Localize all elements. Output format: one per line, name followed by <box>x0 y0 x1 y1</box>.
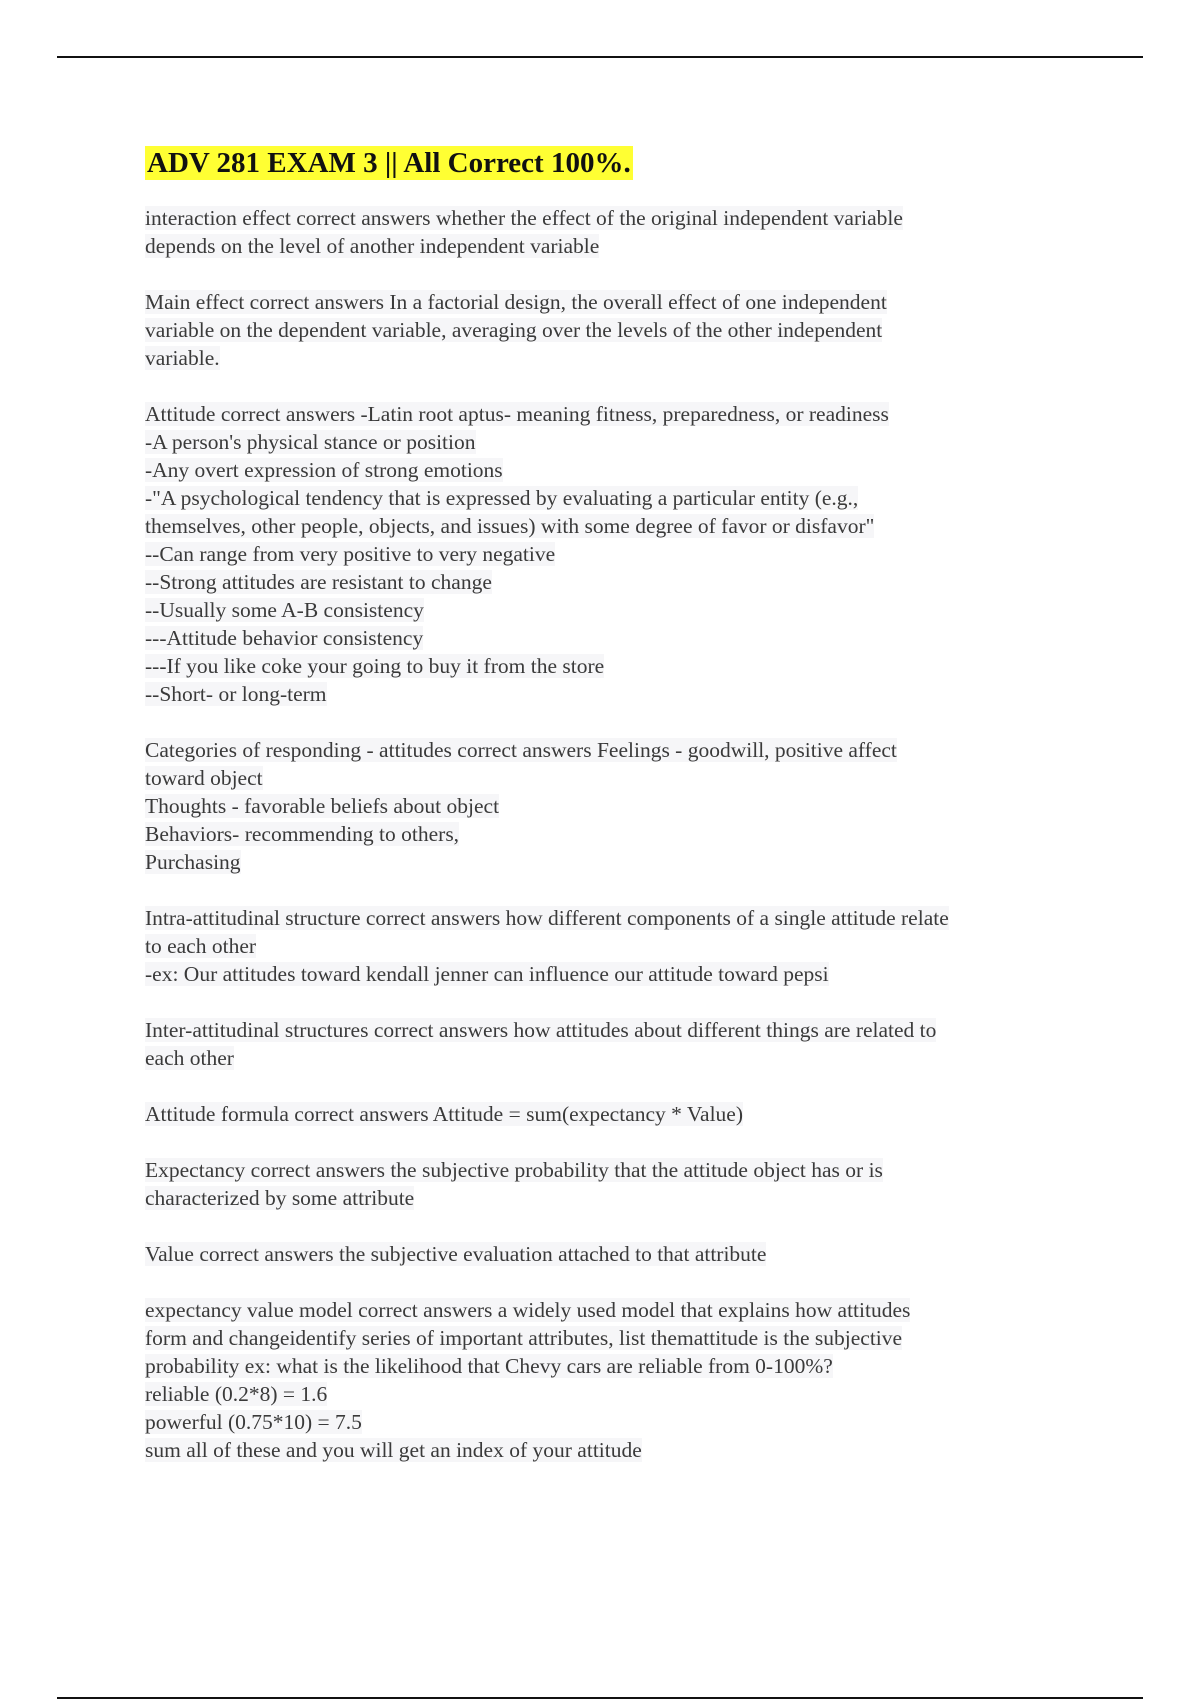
entry-line <box>145 596 1065 624</box>
entry-line <box>145 792 1065 820</box>
qa-entry <box>145 736 1065 876</box>
entry-line-text: ---If you like coke your going to buy it from the store <box>145 654 605 678</box>
qa-entry <box>145 400 1065 708</box>
entry-line <box>145 1016 1065 1044</box>
entry-line <box>145 232 1065 260</box>
entry-line <box>145 484 1065 512</box>
entry-line-text: --Short- or long-term <box>145 682 327 706</box>
entry-line-text: --Can range from very positive to very negative <box>145 542 556 566</box>
entry-line-text: -ex: Our attitudes toward kendall jenner can influence our attitude toward pepsi <box>145 962 829 986</box>
entry-line <box>145 344 1065 372</box>
qa-entry <box>145 1296 1065 1464</box>
entry-line-text: -A person's physical stance or position <box>145 430 476 454</box>
entry-line-text: themselves, other people, objects, and issues) with some degree of favor or disfavor" <box>145 514 875 538</box>
entry-line-text: expectancy value model correct answers a widely used model that explains how attitudes <box>145 1298 911 1322</box>
qa-entry <box>145 288 1065 372</box>
entry-line <box>145 680 1065 708</box>
entry-line <box>145 820 1065 848</box>
qa-entry <box>145 204 1065 260</box>
entry-line-text: Inter-attitudinal structures correct answers how attitudes about different things are related to <box>145 1018 937 1042</box>
document-title: ADV 281 EXAM 3 || All Correct 100%. <box>147 147 631 179</box>
entry-line-text: Intra-attitudinal structure correct answers how different components of a single attitude relate <box>145 906 949 930</box>
entry-line-text: probability ex: what is the likelihood that Chevy cars are reliable from 0-100%? <box>145 1354 833 1378</box>
entry-line <box>145 512 1065 540</box>
entry-line <box>145 400 1065 428</box>
entry-line <box>145 1296 1065 1324</box>
qa-entry <box>145 1016 1065 1072</box>
qa-entry <box>145 1156 1065 1212</box>
entry-line-text: form and changeidentify series of important attributes, list themattitude is the subjective <box>145 1326 903 1350</box>
entry-line <box>145 1184 1065 1212</box>
entry-line-text: interaction effect correct answers whether the effect of the original independent variable <box>145 206 903 230</box>
entry-line-text: variable on the dependent variable, averaging over the levels of the other independent <box>145 318 883 342</box>
entries-list <box>145 204 1065 1464</box>
entry-line <box>145 764 1065 792</box>
entry-line-text: toward object <box>145 766 263 790</box>
entry-line-text: Attitude correct answers -Latin root aptus- meaning fitness, preparedness, or readiness <box>145 402 889 426</box>
entry-line <box>145 1408 1065 1436</box>
bottom-rule <box>57 1697 1143 1699</box>
entry-line-text: variable. <box>145 346 220 370</box>
entry-line-text: reliable (0.2*8) = 1.6 <box>145 1382 328 1406</box>
entry-line-text: -"A psychological tendency that is expressed by evaluating a particular entity (e.g., <box>145 486 859 510</box>
entry-line-text: Purchasing <box>145 850 241 874</box>
entry-line-text: Value correct answers the subjective evaluation attached to that attribute <box>145 1242 767 1266</box>
qa-entry <box>145 1240 1065 1268</box>
entry-line-text: --Usually some A-B consistency <box>145 598 424 622</box>
entry-line <box>145 624 1065 652</box>
entry-line-text: characterized by some attribute <box>145 1186 415 1210</box>
entry-line <box>145 1156 1065 1184</box>
qa-entry <box>145 1100 1065 1128</box>
entry-line <box>145 428 1065 456</box>
document-body <box>145 146 1065 1492</box>
entry-line <box>145 1240 1065 1268</box>
entry-line <box>145 1436 1065 1464</box>
entry-line <box>145 1380 1065 1408</box>
entry-line <box>145 904 1065 932</box>
entry-line-text: sum all of these and you will get an index of your attitude <box>145 1438 642 1462</box>
entry-line <box>145 652 1065 680</box>
entry-line-text: powerful (0.75*10) = 7.5 <box>145 1410 362 1434</box>
entry-line <box>145 568 1065 596</box>
entry-line-text: Attitude formula correct answers Attitude = sum(expectancy * Value) <box>145 1102 744 1126</box>
entry-line <box>145 456 1065 484</box>
entry-line <box>145 1044 1065 1072</box>
entry-line-text: to each other <box>145 934 257 958</box>
entry-line-text: ---Attitude behavior consistency <box>145 626 424 650</box>
entry-line <box>145 1324 1065 1352</box>
entry-line-text: Thoughts - favorable beliefs about object <box>145 794 500 818</box>
entry-line <box>145 540 1065 568</box>
entry-line <box>145 1100 1065 1128</box>
entry-line-text: Main effect correct answers In a factorial design, the overall effect of one independent <box>145 290 887 314</box>
entry-line-text: Behaviors- recommending to others, <box>145 822 460 846</box>
entry-line <box>145 288 1065 316</box>
entry-line <box>145 960 1065 988</box>
top-rule <box>57 56 1143 58</box>
entry-line-text: depends on the level of another independent variable <box>145 234 600 258</box>
entry-line-text: -Any overt expression of strong emotions <box>145 458 503 482</box>
entry-line <box>145 736 1065 764</box>
entry-line-text: each other <box>145 1046 234 1070</box>
entry-line-text: Categories of responding - attitudes correct answers Feelings - goodwill, positive affect <box>145 738 897 762</box>
entry-line <box>145 316 1065 344</box>
entry-line <box>145 204 1065 232</box>
entry-line <box>145 932 1065 960</box>
entry-line-text: Expectancy correct answers the subjective probability that the attitude object has or is <box>145 1158 883 1182</box>
qa-entry <box>145 904 1065 988</box>
entry-line <box>145 848 1065 876</box>
entry-line-text: --Strong attitudes are resistant to change <box>145 570 492 594</box>
entry-line <box>145 1352 1065 1380</box>
